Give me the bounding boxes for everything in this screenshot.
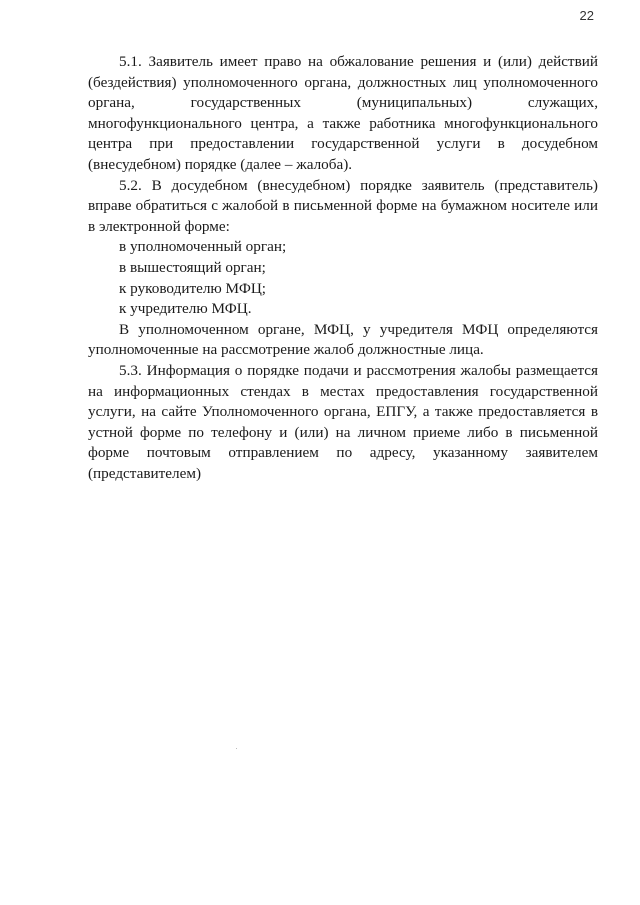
page-number: 22 (579, 8, 594, 23)
list-item-mfc-founder: к учредителю МФЦ. (119, 300, 252, 318)
list-item-higher-body: в вышестоящий орган; (119, 258, 266, 276)
list-item-authorized-body: в уполномоченный орган; (119, 238, 287, 256)
paragraph-5-2: 5.2. В досудебном (внесудебном) порядке заявитель (представитель) вправе обратиться с жалобой в письменной форме на бумажном носителе или в электронной форме: (88, 176, 598, 235)
paragraph-5-1: 5.1. Заявитель имеет право на обжалование решения и (или) действий (бездействия) уполномоченного органа, должностных лиц уполномоченного органа, государственных (муниципальных) служащих, многофункционального центра, а также работника многофункционального центра при предоставлении государственной услуги в досудебном (внесудебном) порядке (далее – жалоба). (88, 53, 598, 173)
paragraph-5-3: 5.3. Информация о порядке подачи и рассмотрения жалобы размещается на информационных стендах в местах предоставления государственной услуги, на сайте Уполномоченного органа, ЕПГУ, а также предоставляется в устной форме по телефону и (или) на личном приеме либо в письменной форме почтовым отправлением по адресу, указанному заявителем (представителем) (88, 361, 598, 482)
list-item-mfc-head: к руководителю МФЦ; (119, 279, 267, 297)
paragraph-responsible-officials: В уполномоченном органе, МФЦ, у учредителя МФЦ определяются уполномоченные на рассмотрение жалоб должностные лица. (88, 320, 598, 359)
scan-speck (236, 748, 237, 749)
document-body (88, 52, 598, 484)
